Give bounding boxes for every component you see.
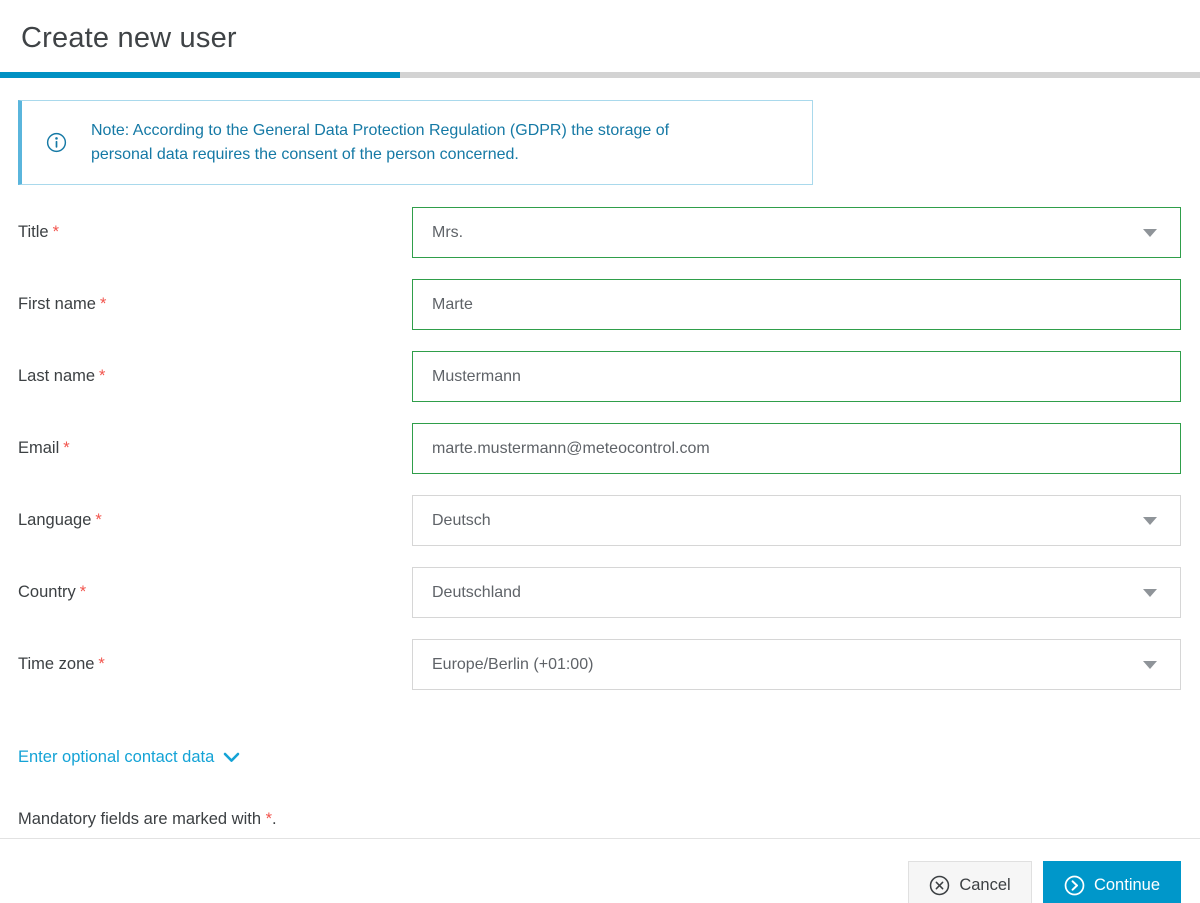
language-control [412, 495, 1181, 546]
required-asterisk: * [52, 223, 59, 241]
field-row-first-name [18, 279, 1181, 330]
country-select-value: Deutschland [432, 583, 521, 601]
field-row-country [18, 567, 1181, 618]
gdpr-note-box [18, 100, 813, 185]
language-label [18, 511, 412, 530]
field-row-last-name [18, 351, 1181, 402]
first-name-control [412, 279, 1181, 330]
mandatory-note-suffix: . [272, 810, 277, 828]
circled-chevron-right-icon [1064, 875, 1085, 896]
title-select-value: Mrs. [432, 223, 464, 241]
email-label [18, 439, 412, 458]
last-name-control [412, 351, 1181, 402]
title-select[interactable] [412, 207, 1181, 258]
chevron-down-icon [223, 752, 240, 763]
time-zone-select-value: Europe/Berlin (+01:00) [432, 655, 594, 673]
continue-button-label: Continue [1093, 875, 1161, 894]
info-icon [46, 132, 67, 153]
field-row-email [18, 423, 1181, 474]
required-asterisk: * [63, 439, 70, 457]
mandatory-fields-note [18, 810, 1181, 838]
circled-x-icon [929, 875, 950, 896]
mandatory-note-prefix: Mandatory fields are marked with [18, 810, 266, 828]
email-label-text: Email [18, 439, 60, 457]
country-label-text: Country [18, 583, 76, 601]
title-label-text: Title [18, 223, 49, 241]
last-name-label [18, 367, 412, 386]
chevron-down-icon [1143, 661, 1157, 669]
field-row-title [18, 207, 1181, 258]
field-row-language [18, 495, 1181, 546]
first-name-input[interactable] [412, 279, 1181, 330]
email-input[interactable] [412, 423, 1181, 474]
email-control [412, 423, 1181, 474]
required-asterisk: * [99, 295, 107, 313]
last-name-label-text: Last name [18, 367, 96, 385]
first-name-label-text: First name [18, 295, 96, 313]
gdpr-note-text: Note: According to the General Data Protection Regulation (GDPR) the storage of personal data requires the consent of the person concerned. [91, 121, 670, 163]
wizard-progress-fill [0, 72, 400, 78]
field-row-time-zone [18, 639, 1181, 690]
country-select[interactable] [412, 567, 1181, 618]
chevron-down-icon [1143, 517, 1157, 525]
time-zone-select[interactable] [412, 639, 1181, 690]
page-title: Create new user [21, 22, 237, 54]
cancel-button-label: Cancel [959, 875, 1011, 894]
cancel-button[interactable] [908, 861, 1032, 903]
title-label [18, 223, 412, 242]
required-asterisk: * [99, 367, 106, 385]
chevron-down-icon [1143, 589, 1157, 597]
time-zone-label [18, 655, 412, 674]
required-asterisk: * [79, 583, 87, 601]
optional-contact-data-toggle[interactable] [18, 748, 240, 767]
footer-actions [0, 839, 1200, 903]
title-control [412, 207, 1181, 258]
required-asterisk: * [98, 655, 105, 673]
language-select[interactable] [412, 495, 1181, 546]
language-select-value: Deutsch [432, 511, 491, 529]
language-label-text: Language [18, 511, 92, 529]
user-form [18, 207, 1181, 690]
country-control [412, 567, 1181, 618]
optional-contact-data-label: Enter optional contact data [18, 748, 215, 766]
first-name-label [18, 295, 412, 314]
required-asterisk: * [265, 810, 273, 828]
create-user-form-panel [0, 100, 1200, 838]
time-zone-control [412, 639, 1181, 690]
wizard-progress-bar [0, 72, 1200, 78]
continue-button[interactable] [1043, 861, 1181, 903]
chevron-down-icon [1143, 229, 1157, 237]
last-name-input[interactable] [412, 351, 1181, 402]
required-asterisk: * [95, 511, 102, 529]
page-header [0, 0, 1200, 72]
country-label [18, 583, 412, 602]
time-zone-label-text: Time zone [18, 655, 95, 673]
